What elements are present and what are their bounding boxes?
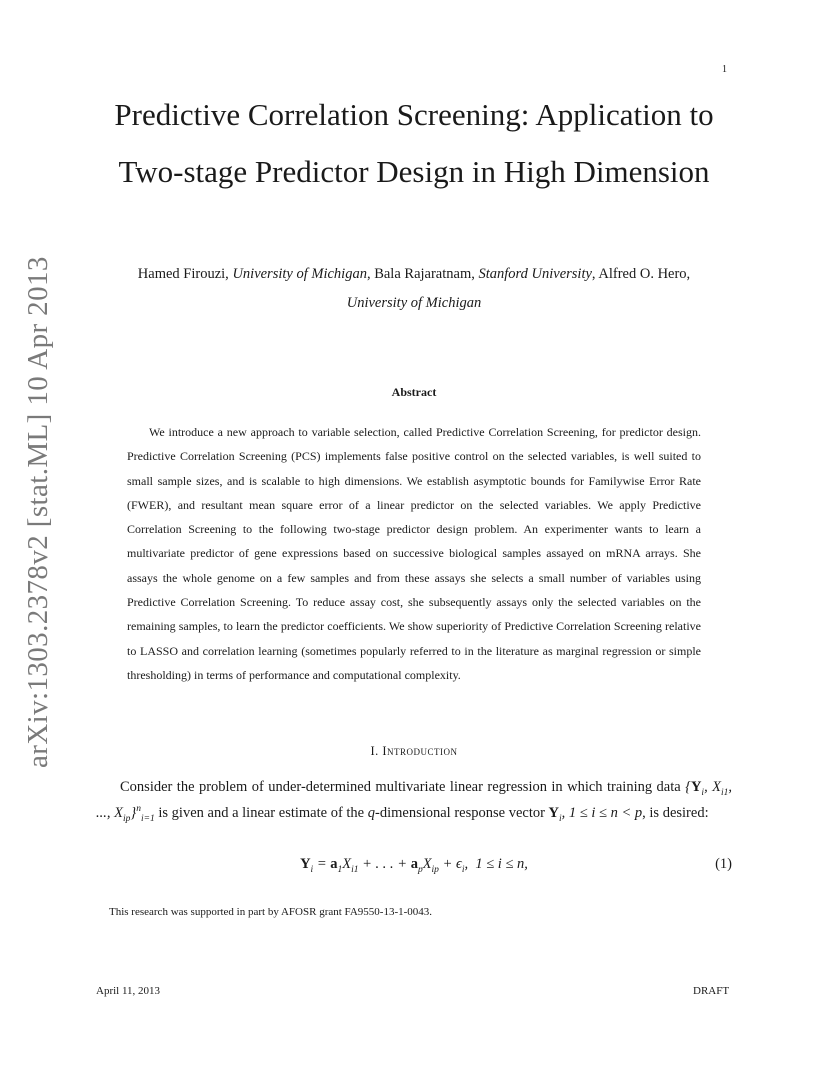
inline-math: $Y_i$, 1 ≤ i ≤ n < p (548, 805, 643, 824)
inline-math: {$Y_i$, $X_{i1}$, ..., $X_{ip}\}^n_{i=1}$ (96, 779, 732, 824)
intro-paragraph: Consider the problem of under-determined multivariate linear regression in which training data {$Y_i$, $X_{i1}$, ..., $X_{ip}\}^n_{i=1}$ is given and a linear estimate of the q-dimensional response vector $Y_i$, 1 ≤ i ≤ n < p, is desired: (96, 779, 732, 824)
equation-number: (1) (715, 856, 732, 872)
intro-text: is desired: (649, 805, 709, 821)
abstract-body: We introduce a new approach to variable selection, called Predictive Correlation Screening, for predictor design. Predictive Correlation Screening (PCS) implements false positive control on the selected variables, is well suited to small sample sizes, and is scalable to high dimensions. We establish asymptotic bounds for Familywise Error Rate (FWER), and resultant mean square error of a linear predictor on the selected variables. We apply Predictive Correlation Screening to the following two-stage predictor design problem. An experimenter wants to learn a multivariate predictor of gene expressions based on successive biological samples assayed on mRNA arrays. She assays the whole genome on a few samples and from these assays she selects a small number of variables using Predictive Correlation Screening. To reduce assay cost, she subsequently assays only the selected variables on the remaining samples, to learn the predictor coefficients. We show superiority of Predictive Correlation Screening relative to LASSO and correlation learning (sometimes popularly referred to in the literature as marginal regression or simple thresholding) in terms of performance and computational complexity. (127, 425, 701, 682)
page-number: 1 (722, 64, 727, 75)
equation-1 (96, 856, 732, 878)
footer-draft: DRAFT (693, 985, 730, 997)
author-affiliation: University of Michigan (346, 295, 482, 311)
footer-date: April 11, 2013 (96, 985, 161, 997)
intro-text: -dimensional response vector (375, 805, 545, 821)
footnote: This research was supported in part by AFOSR grant FA9550-13-1-0043. (109, 906, 433, 918)
paper-title: Predictive Correlation Screening: Application to Two-stage Predictor Design in High Dimension (114, 97, 714, 189)
intro-text: is given and a linear estimate of the (158, 805, 365, 821)
author-affiliation: Stanford University (478, 266, 592, 282)
arxiv-stamp: arXiv:1303.2378v2 [stat.ML] 10 Apr 2013 (22, 256, 54, 768)
section-heading (96, 744, 732, 759)
section-numeral: I. (370, 744, 379, 758)
abstract-heading: Abstract (391, 385, 437, 399)
equation-body: $Y_i = a_1X_{i1}$ + . . . + $a_pX_{ip} + \epsilon_i$, 1 ≤ i ≤ n, (300, 856, 528, 875)
author-name: Hamed Firouzi, (137, 266, 229, 282)
author-block: Hamed Firouzi, University of Michigan, Bala Rajaratnam, Stanford University, Alfred O. Hero, University of Michigan (137, 266, 691, 311)
intro-text: Consider the problem of under-determined multivariate linear regression in which training data (120, 779, 681, 795)
inline-math: q (367, 805, 375, 821)
author-affiliation: University of Michigan (232, 266, 367, 282)
author-name: Bala Rajaratnam, (374, 266, 475, 282)
section-title: Introduction (382, 744, 458, 758)
author-name: Alfred O. Hero, (598, 266, 691, 282)
